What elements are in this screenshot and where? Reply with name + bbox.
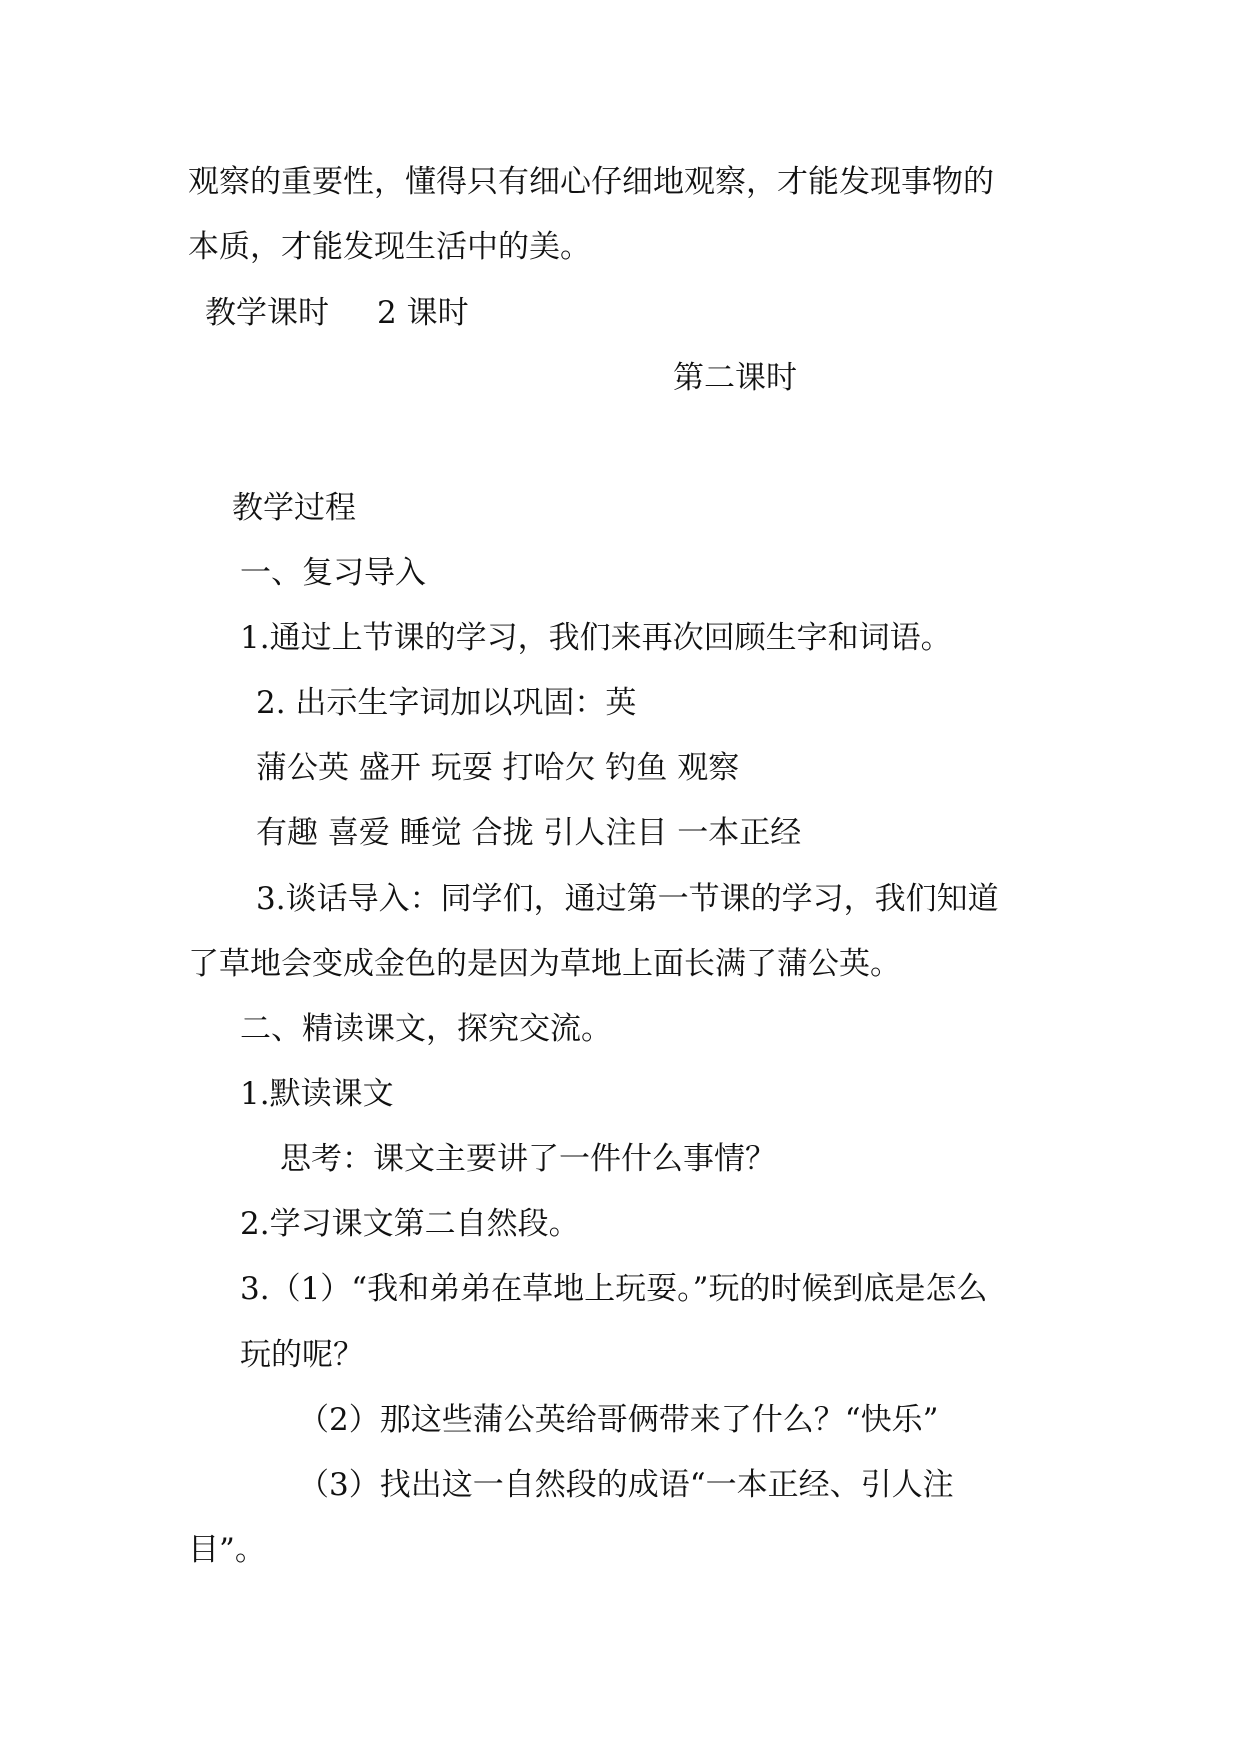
intro-line-1: 观察的重要性，懂得只有细心仔细地观察，才能发现事物的	[188, 164, 994, 200]
words-row-2: 有趣 喜爱 睡觉 合拢 引人注目 一本正经	[256, 815, 802, 851]
part1-item1: 1.通过上节课的学习，我们来再次回顾生字和词语。	[240, 620, 952, 656]
part2-item2: 2.学习课文第二自然段。	[240, 1206, 580, 1242]
part1-item3-line2: 了草地会变成金色的是因为草地上面长满了蒲公英。	[188, 946, 901, 982]
lesson-time-value: 2 课时	[377, 295, 469, 331]
part2-item1: 1.默读课文	[240, 1076, 394, 1112]
section-title: 第二课时	[673, 360, 797, 396]
part2-item3-line1: 3.（1）“我和弟弟在草地上玩耍。”玩的时候到底是怎么	[240, 1271, 988, 1307]
words-row-1: 蒲公英 盛开 玩耍 打哈欠 钓鱼 观察	[256, 750, 740, 786]
part2-sub2: （2）那这些蒲公英给哥俩带来了什么？“快乐”	[298, 1402, 939, 1438]
part2-item1-question: 思考：课文主要讲了一件什么事情？	[280, 1141, 776, 1177]
lesson-time	[205, 293, 469, 333]
part2-title: 二、精读课文，探究交流。	[240, 1011, 612, 1047]
part2-sub3-line2: 目”。	[188, 1532, 266, 1568]
process-heading: 教学过程	[232, 490, 356, 526]
part2-item3-line2: 玩的呢？	[240, 1337, 364, 1373]
part1-item2: 2. 出示生字词加以巩固：英	[256, 685, 637, 721]
part2-sub3-line1: （3）找出这一自然段的成语“一本正经、引人注	[298, 1467, 954, 1503]
part1-title: 一、复习导入	[240, 555, 426, 591]
intro-line-2: 本质，才能发现生活中的美。	[188, 229, 591, 265]
part1-item3-line1: 3.谈话导入：同学们，通过第一节课的学习，我们知道	[256, 881, 999, 917]
lesson-time-label: 教学课时	[205, 295, 329, 331]
